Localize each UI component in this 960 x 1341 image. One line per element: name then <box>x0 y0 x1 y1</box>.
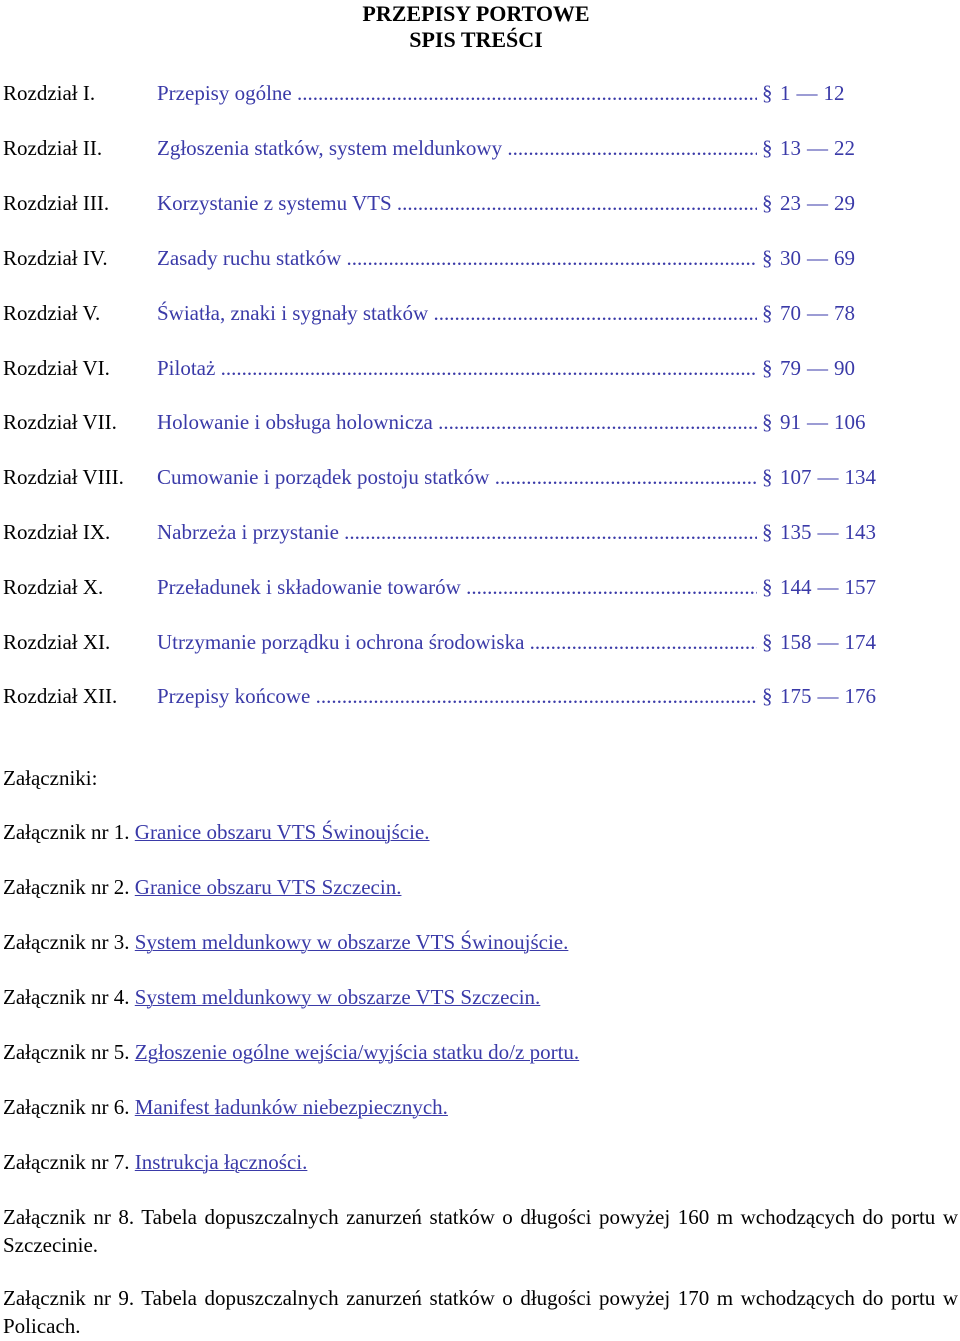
section-range-from: 135 <box>780 520 812 544</box>
toc-title-link[interactable] <box>157 681 757 711</box>
range-dash: — <box>817 465 839 489</box>
range-dash: — <box>807 356 828 380</box>
toc-title-link[interactable] <box>157 627 757 657</box>
range-dash: — <box>796 81 818 105</box>
attachment-title: Tabela dopuszczalnych zanurzeń statków o długości powyżej 170 m wchodzących do portu w Policach. <box>3 1286 959 1338</box>
section-range-from: 30 <box>780 246 801 270</box>
toc-chapter-title: Zgłoszenia statków, system meldunkowy ..... <box>157 136 757 160</box>
section-range-from: 144 <box>780 575 812 599</box>
section-range-to: 78 <box>834 301 855 325</box>
section-range-from: 23 <box>780 191 801 215</box>
section-range-from: 1 <box>780 81 791 105</box>
range-dash: — <box>817 630 839 654</box>
toc-chapter-title: Światła, znaki i sygnały statków ..... <box>157 301 757 325</box>
range-dash: — <box>817 575 839 599</box>
attachment-link[interactable]: Manifest ładunków niebezpiecznych. <box>134 1095 448 1119</box>
toc-title-link[interactable] <box>157 572 757 602</box>
toc-chapter-number: Rozdział XI. <box>3 630 111 654</box>
attachment-link[interactable]: Granice obszaru VTS Świnoujście. <box>134 820 430 844</box>
attachment-item[interactable] <box>3 1038 958 1066</box>
section-range-to: 69 <box>834 246 855 270</box>
section-range-from: 107 <box>780 465 812 489</box>
document-subtitle: SPIS TREŚCI <box>409 27 543 52</box>
toc-title-link[interactable] <box>157 298 757 328</box>
section-sign: § <box>762 356 773 380</box>
toc-chapter-number: Rozdział III. <box>3 191 110 215</box>
toc-chapter-title: Cumowanie i porządek postoju statków ..... <box>157 465 757 489</box>
toc-chapter-title: Przeładunek i składowanie towarów ..... <box>157 575 757 599</box>
attachments-heading: Załączniki: <box>3 766 98 790</box>
section-range-from: 70 <box>780 301 801 325</box>
section-sign: § <box>762 684 773 708</box>
section-range-to: 174 <box>844 630 876 654</box>
toc-chapter-number: Rozdział VII. <box>3 410 117 434</box>
section-sign: § <box>762 410 773 434</box>
attachment-link[interactable]: Zgłoszenie ogólne wejścia/wyjścia statku do/z portu. <box>134 1040 580 1064</box>
attachment-title: Tabela dopuszczalnych zanurzeń statków o długości powyżej 160 m wchodzących do portu w Szczecinie. <box>3 1205 959 1257</box>
toc-chapter-title: Zasady ruchu statków ..... <box>157 246 757 270</box>
section-range-from: 158 <box>780 630 812 654</box>
toc-chapter-title: Utrzymanie porządku i ochrona środowiska ..... <box>157 630 757 654</box>
attachment-item <box>3 1203 958 1259</box>
toc-title-link[interactable] <box>157 353 757 383</box>
section-range-to: 176 <box>844 684 876 708</box>
section-range-to: 29 <box>834 191 855 215</box>
section-sign: § <box>762 630 773 654</box>
section-range-from: 91 <box>780 410 801 434</box>
attachment-number: Załącznik nr 7. <box>3 1150 130 1174</box>
toc-chapter-number: Rozdział XII. <box>3 684 118 708</box>
section-sign: § <box>762 246 773 270</box>
attachment-item[interactable] <box>3 1093 958 1121</box>
section-range-from: 175 <box>780 684 812 708</box>
toc-chapter-title: Przepisy ogólne ..... <box>157 81 757 105</box>
toc-title-link[interactable] <box>157 517 757 547</box>
section-sign: § <box>762 301 773 325</box>
attachment-item <box>3 1284 958 1340</box>
toc-chapter-title: Korzystanie z systemu VTS ..... <box>157 191 757 215</box>
range-dash: — <box>807 301 828 325</box>
toc-chapter-number: Rozdział IV. <box>3 246 108 270</box>
section-sign: § <box>762 520 773 544</box>
attachment-link[interactable]: Instrukcja łączności. <box>134 1150 308 1174</box>
toc-chapter-number: Rozdział IX. <box>3 520 111 544</box>
toc-chapter-number: Rozdział II. <box>3 136 103 160</box>
toc-chapter-title: Nabrzeża i przystanie ..... <box>157 520 757 544</box>
attachment-number: Załącznik nr 1. <box>3 820 130 844</box>
attachment-item[interactable] <box>3 928 958 956</box>
range-dash: — <box>807 136 828 160</box>
section-range-to: 90 <box>834 356 855 380</box>
attachment-number: Załącznik nr 9. <box>3 1286 135 1310</box>
toc-title-link[interactable] <box>157 188 757 218</box>
section-range-to: 143 <box>844 520 876 544</box>
section-sign: § <box>762 465 773 489</box>
attachment-number: Załącznik nr 6. <box>3 1095 130 1119</box>
toc-chapter-title: Przepisy końcowe ..... <box>157 684 757 708</box>
toc-title-link[interactable] <box>157 133 757 163</box>
attachment-link[interactable]: System meldunkowy w obszarze VTS Szczecin. <box>134 985 541 1009</box>
toc-chapter-title: Pilotaż ..... <box>157 356 757 380</box>
toc-title-link[interactable] <box>157 243 757 273</box>
section-sign: § <box>762 136 773 160</box>
toc-title-link[interactable] <box>157 407 757 437</box>
section-sign: § <box>762 575 773 599</box>
attachment-item[interactable] <box>3 818 958 846</box>
section-range-to: 106 <box>834 410 866 434</box>
toc-chapter-number: Rozdział VIII. <box>3 465 124 489</box>
section-sign: § <box>762 81 773 105</box>
toc-title-link[interactable] <box>157 78 757 108</box>
range-dash: — <box>807 191 828 215</box>
toc-chapter-number: Rozdział X. <box>3 575 104 599</box>
attachment-number: Załącznik nr 5. <box>3 1040 130 1064</box>
toc-chapter-number: Rozdział V. <box>3 301 101 325</box>
range-dash: — <box>807 410 828 434</box>
attachment-item[interactable] <box>3 1148 958 1176</box>
toc-chapter-number: Rozdział I. <box>3 81 96 105</box>
attachment-number: Załącznik nr 8. <box>3 1205 135 1229</box>
section-range-from: 13 <box>780 136 801 160</box>
section-sign: § <box>762 191 773 215</box>
attachment-item[interactable] <box>3 983 958 1011</box>
section-range-to: 134 <box>844 465 876 489</box>
section-range-to: 22 <box>834 136 855 160</box>
attachment-number: Załącznik nr 2. <box>3 875 130 899</box>
toc-chapter-title: Holowanie i obsługa holownicza ..... <box>157 410 757 434</box>
range-dash: — <box>817 684 839 708</box>
attachment-number: Załącznik nr 3. <box>3 930 130 954</box>
range-dash: — <box>817 520 839 544</box>
section-range-to: 12 <box>823 81 845 105</box>
section-range-from: 79 <box>780 356 801 380</box>
toc-title-link[interactable] <box>157 462 757 492</box>
document-title: PRZEPISY PORTOWE <box>362 1 590 26</box>
attachment-item[interactable] <box>3 873 958 901</box>
attachment-link[interactable]: System meldunkowy w obszarze VTS Świnoujście. <box>134 930 569 954</box>
attachment-number: Załącznik nr 4. <box>3 985 130 1009</box>
range-dash: — <box>807 246 828 270</box>
toc-chapter-number: Rozdział VI. <box>3 356 110 380</box>
section-range-to: 157 <box>844 575 876 599</box>
attachment-link[interactable]: Granice obszaru VTS Szczecin. <box>134 875 402 899</box>
